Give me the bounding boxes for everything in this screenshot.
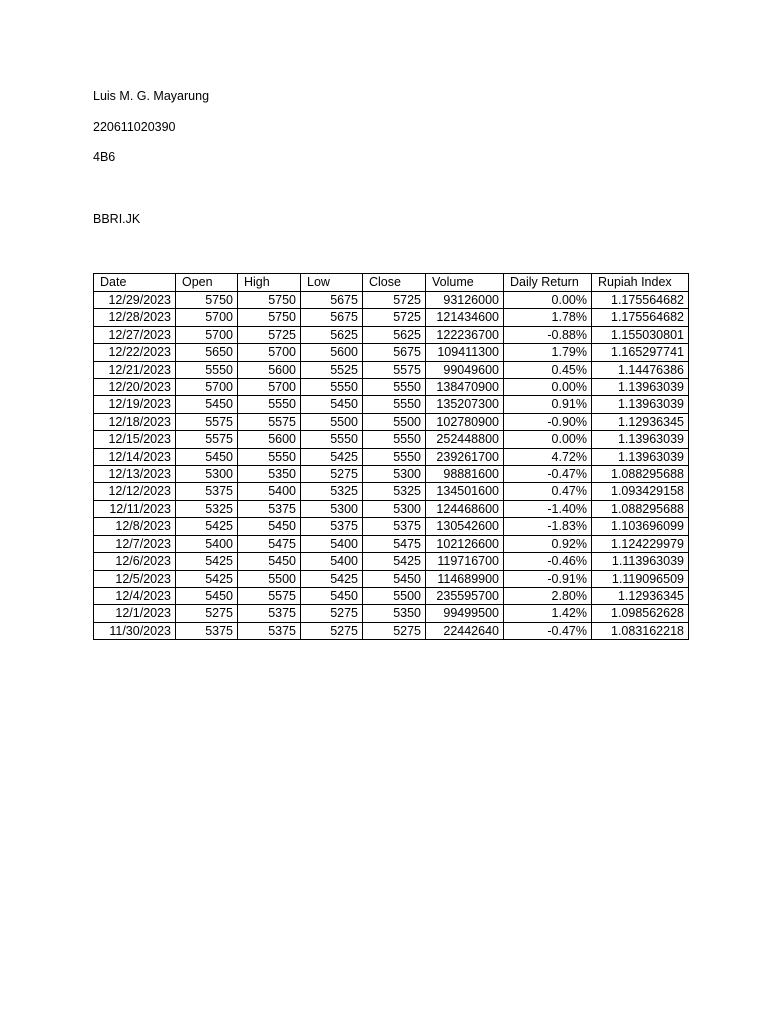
table-row [94,605,689,622]
class-code: 4B6 [93,150,116,164]
cell-daily-return: -0.47% [504,622,592,639]
cell-daily-return: 0.92% [504,535,592,552]
table-row [94,518,689,535]
cell-close: 5375 [363,518,426,535]
cell-date: 12/7/2023 [94,535,176,552]
cell-high: 5725 [238,326,301,343]
cell-rupiah-index: 1.083162218 [592,622,689,639]
cell-daily-return: 1.78% [504,309,592,326]
cell-high: 5375 [238,622,301,639]
cell-open: 5425 [176,518,238,535]
table-row [94,570,689,587]
table-row [94,344,689,361]
table-row [94,396,689,413]
table-row [94,413,689,430]
table-row [94,361,689,378]
cell-daily-return: 1.79% [504,344,592,361]
cell-rupiah-index: 1.093429158 [592,483,689,500]
cell-open: 5700 [176,309,238,326]
cell-date: 12/21/2023 [94,361,176,378]
cell-volume: 119716700 [426,553,504,570]
cell-date: 12/28/2023 [94,309,176,326]
cell-rupiah-index: 1.155030801 [592,326,689,343]
ticker-symbol: BBRI.JK [93,212,141,226]
table-row [94,466,689,483]
cell-low: 5525 [301,361,363,378]
cell-daily-return: -1.40% [504,500,592,517]
cell-daily-return: 4.72% [504,448,592,465]
cell-open: 5400 [176,535,238,552]
cell-close: 5425 [363,553,426,570]
cell-date: 12/13/2023 [94,466,176,483]
cell-rupiah-index: 1.12936345 [592,587,689,604]
cell-low: 5500 [301,413,363,430]
cell-low: 5625 [301,326,363,343]
cell-rupiah-index: 1.12936345 [592,413,689,430]
cell-daily-return: 2.80% [504,587,592,604]
table-row [94,326,689,343]
cell-open: 5450 [176,587,238,604]
column-header-open: Open [176,274,238,292]
cell-volume: 22442640 [426,622,504,639]
cell-high: 5700 [238,344,301,361]
cell-date: 12/27/2023 [94,326,176,343]
cell-rupiah-index: 1.13963039 [592,448,689,465]
cell-low: 5450 [301,396,363,413]
cell-low: 5550 [301,431,363,448]
cell-close: 5675 [363,344,426,361]
cell-date: 12/12/2023 [94,483,176,500]
cell-rupiah-index: 1.098562628 [592,605,689,622]
cell-volume: 134501600 [426,483,504,500]
cell-high: 5575 [238,413,301,430]
cell-rupiah-index: 1.175564682 [592,309,689,326]
cell-low: 5325 [301,483,363,500]
cell-open: 5450 [176,448,238,465]
cell-date: 12/15/2023 [94,431,176,448]
cell-close: 5325 [363,483,426,500]
table-row [94,431,689,448]
cell-date: 12/18/2023 [94,413,176,430]
cell-low: 5425 [301,448,363,465]
cell-open: 5375 [176,483,238,500]
table-header-row [94,274,689,292]
cell-high: 5350 [238,466,301,483]
cell-high: 5550 [238,396,301,413]
column-header-rupiah-index: Rupiah Index [592,274,689,292]
cell-volume: 114689900 [426,570,504,587]
column-header-volume: Volume [426,274,504,292]
cell-daily-return: -0.46% [504,553,592,570]
cell-volume: 99049600 [426,361,504,378]
cell-low: 5450 [301,587,363,604]
cell-volume: 122236700 [426,326,504,343]
cell-rupiah-index: 1.088295688 [592,466,689,483]
cell-close: 5550 [363,448,426,465]
cell-date: 12/6/2023 [94,553,176,570]
cell-volume: 102126600 [426,535,504,552]
cell-rupiah-index: 1.14476386 [592,361,689,378]
cell-low: 5275 [301,466,363,483]
cell-close: 5450 [363,570,426,587]
cell-high: 5700 [238,379,301,396]
cell-volume: 93126000 [426,292,504,309]
cell-low: 5425 [301,570,363,587]
cell-open: 5575 [176,413,238,430]
cell-high: 5550 [238,448,301,465]
cell-daily-return: 0.00% [504,379,592,396]
cell-date: 12/4/2023 [94,587,176,604]
cell-volume: 252448800 [426,431,504,448]
table-row [94,587,689,604]
cell-volume: 138470900 [426,379,504,396]
cell-rupiah-index: 1.175564682 [592,292,689,309]
cell-open: 5750 [176,292,238,309]
cell-low: 5675 [301,309,363,326]
cell-date: 11/30/2023 [94,622,176,639]
cell-high: 5600 [238,361,301,378]
cell-close: 5575 [363,361,426,378]
cell-daily-return: 0.47% [504,483,592,500]
cell-open: 5425 [176,553,238,570]
table-row [94,379,689,396]
cell-rupiah-index: 1.119096509 [592,570,689,587]
table-row [94,292,689,309]
cell-low: 5675 [301,292,363,309]
cell-high: 5750 [238,292,301,309]
cell-close: 5625 [363,326,426,343]
cell-date: 12/14/2023 [94,448,176,465]
cell-close: 5725 [363,309,426,326]
cell-date: 12/11/2023 [94,500,176,517]
table-row [94,622,689,639]
cell-open: 5375 [176,622,238,639]
cell-open: 5425 [176,570,238,587]
cell-open: 5300 [176,466,238,483]
cell-volume: 102780900 [426,413,504,430]
table-row [94,448,689,465]
table-row [94,553,689,570]
cell-daily-return: -0.47% [504,466,592,483]
cell-open: 5700 [176,326,238,343]
table-row [94,309,689,326]
student-id: 220611020390 [93,120,176,134]
cell-close: 5275 [363,622,426,639]
cell-close: 5500 [363,413,426,430]
cell-high: 5450 [238,518,301,535]
cell-rupiah-index: 1.124229979 [592,535,689,552]
cell-date: 12/5/2023 [94,570,176,587]
cell-low: 5375 [301,518,363,535]
cell-open: 5325 [176,500,238,517]
cell-high: 5400 [238,483,301,500]
cell-low: 5275 [301,622,363,639]
cell-high: 5375 [238,605,301,622]
cell-low: 5550 [301,379,363,396]
cell-rupiah-index: 1.13963039 [592,379,689,396]
cell-date: 12/29/2023 [94,292,176,309]
cell-open: 5700 [176,379,238,396]
cell-date: 12/20/2023 [94,379,176,396]
column-header-date: Date [94,274,176,292]
cell-date: 12/22/2023 [94,344,176,361]
cell-date: 12/1/2023 [94,605,176,622]
column-header-low: Low [301,274,363,292]
cell-daily-return: 0.91% [504,396,592,413]
cell-volume: 98881600 [426,466,504,483]
cell-volume: 235595700 [426,587,504,604]
cell-high: 5575 [238,587,301,604]
cell-low: 5400 [301,553,363,570]
column-header-close: Close [363,274,426,292]
cell-close: 5300 [363,500,426,517]
cell-volume: 121434600 [426,309,504,326]
cell-high: 5375 [238,500,301,517]
cell-open: 5275 [176,605,238,622]
cell-open: 5450 [176,396,238,413]
cell-low: 5600 [301,344,363,361]
cell-close: 5725 [363,292,426,309]
table-body [94,292,689,640]
cell-volume: 130542600 [426,518,504,535]
author-name: Luis M. G. Mayarung [93,89,210,103]
cell-daily-return: 0.00% [504,292,592,309]
cell-high: 5600 [238,431,301,448]
stock-price-table [93,273,689,640]
column-header-daily-return: Daily Return [504,274,592,292]
cell-close: 5300 [363,466,426,483]
cell-daily-return: -0.90% [504,413,592,430]
cell-high: 5500 [238,570,301,587]
cell-open: 5550 [176,361,238,378]
cell-date: 12/8/2023 [94,518,176,535]
cell-close: 5550 [363,396,426,413]
column-header-high: High [238,274,301,292]
cell-daily-return: 0.00% [504,431,592,448]
cell-daily-return: -1.83% [504,518,592,535]
cell-daily-return: -0.91% [504,570,592,587]
cell-rupiah-index: 1.13963039 [592,431,689,448]
cell-rupiah-index: 1.113963039 [592,553,689,570]
cell-volume: 135207300 [426,396,504,413]
cell-close: 5500 [363,587,426,604]
cell-rupiah-index: 1.165297741 [592,344,689,361]
cell-close: 5550 [363,379,426,396]
cell-high: 5450 [238,553,301,570]
cell-date: 12/19/2023 [94,396,176,413]
cell-low: 5300 [301,500,363,517]
cell-rupiah-index: 1.088295688 [592,500,689,517]
cell-open: 5575 [176,431,238,448]
cell-volume: 109411300 [426,344,504,361]
cell-close: 5475 [363,535,426,552]
table-row [94,500,689,517]
table-row [94,483,689,500]
cell-volume: 124468600 [426,500,504,517]
cell-close: 5550 [363,431,426,448]
cell-close: 5350 [363,605,426,622]
cell-high: 5475 [238,535,301,552]
cell-daily-return: 0.45% [504,361,592,378]
cell-high: 5750 [238,309,301,326]
cell-volume: 239261700 [426,448,504,465]
cell-volume: 99499500 [426,605,504,622]
cell-daily-return: 1.42% [504,605,592,622]
table-row [94,535,689,552]
cell-daily-return: -0.88% [504,326,592,343]
cell-low: 5275 [301,605,363,622]
cell-low: 5400 [301,535,363,552]
cell-open: 5650 [176,344,238,361]
cell-rupiah-index: 1.103696099 [592,518,689,535]
cell-rupiah-index: 1.13963039 [592,396,689,413]
